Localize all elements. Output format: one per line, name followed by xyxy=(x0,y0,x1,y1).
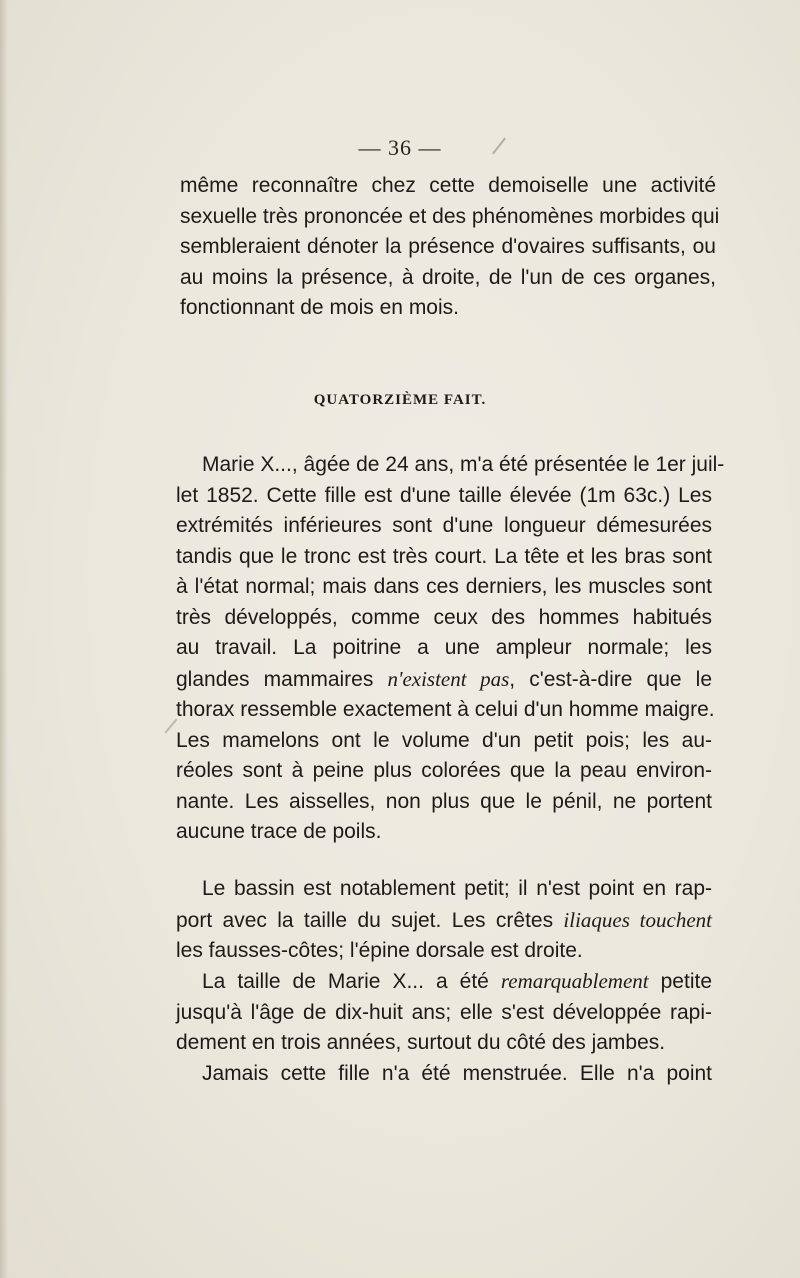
text-line: Jamais cette fille n'a été menstruée. Elle n'a point xyxy=(202,1062,712,1085)
text-line xyxy=(176,905,712,937)
text-line: tandis que le tronc est très court. La tête et les bras sont xyxy=(176,544,712,568)
text-segment: , c'est-à-dire que le xyxy=(509,667,712,691)
section-heading: QUATORZIÈME FAIT. xyxy=(313,392,487,408)
italic-phrase: remarquablement xyxy=(500,969,649,993)
text-line xyxy=(176,966,712,998)
paragraph-case-description xyxy=(176,450,725,848)
binding-edge xyxy=(0,0,8,1278)
text-line: très développés, comme ceux des hommes habitués xyxy=(176,605,712,629)
paragraph-menstruation xyxy=(176,1059,712,1090)
text-segment: port avec la taille du sujet. Les crêtes xyxy=(176,908,554,932)
text-line: Le bassin est notablement petit; il n'est point en rap- xyxy=(202,877,712,900)
paragraph-growth xyxy=(176,966,712,1059)
text-line: les fausses-côtes; l'épine dorsale est droite. xyxy=(176,939,583,962)
text-line: Marie X..., âgée de 24 ans, m'a été présentée le 1er juil- xyxy=(202,453,725,476)
italic-phrase: n'existent pas xyxy=(387,666,510,691)
text-line: thorax ressemble exactement à celui d'un homme maigre. xyxy=(176,698,715,721)
text-line: extrémités inférieures sont d'une longueur démesurées xyxy=(176,514,712,537)
text-line: au travail. La poitrine a une ampleur normale; les xyxy=(176,636,712,659)
text-line: dement en trois années, surtout du côté des jambes. xyxy=(176,1031,666,1054)
text-line: sembleraient dénoter la présence d'ovaires suffisants, ou xyxy=(180,235,716,258)
text-line: réoles sont à peine plus colorées que la peau environ- xyxy=(176,759,712,782)
paragraph-continuation xyxy=(180,171,720,324)
text-line xyxy=(176,664,712,696)
text-segment: La taille de Marie X... a été xyxy=(202,970,489,993)
text-line: même reconnaître chez cette demoiselle une activité xyxy=(180,174,716,197)
text-line: au moins la présence, à droite, de l'un de ces organes, xyxy=(180,265,716,289)
text-line: à l'état normal; mais dans ces derniers, les muscles sont xyxy=(176,575,712,598)
text-line: fonctionnant de mois en mois. xyxy=(180,296,459,319)
text-line: aucune trace de poils. xyxy=(176,820,382,843)
text-segment: glandes mammaires xyxy=(176,667,374,691)
paragraph-pelvis xyxy=(176,874,712,967)
text-segment: petite xyxy=(660,970,712,993)
text-line: let 1852. Cette fille est d'une taille élevée (1m 63c.) Les xyxy=(176,483,712,507)
page-number: — 36 — xyxy=(358,135,442,160)
text-line: Les mamelons ont le volume d'un petit pois; les au- xyxy=(176,728,712,752)
text-line: sexuelle très prononcée et des phénomènes morbides qui xyxy=(180,204,720,228)
text-line: nante. Les aisselles, non plus que le pénil, ne portent xyxy=(176,789,712,813)
text-line: jusqu'à l'âge de dix-huit ans; elle s'est développée rapi- xyxy=(176,1000,712,1024)
italic-phrase: iliaques touchent xyxy=(563,907,712,932)
